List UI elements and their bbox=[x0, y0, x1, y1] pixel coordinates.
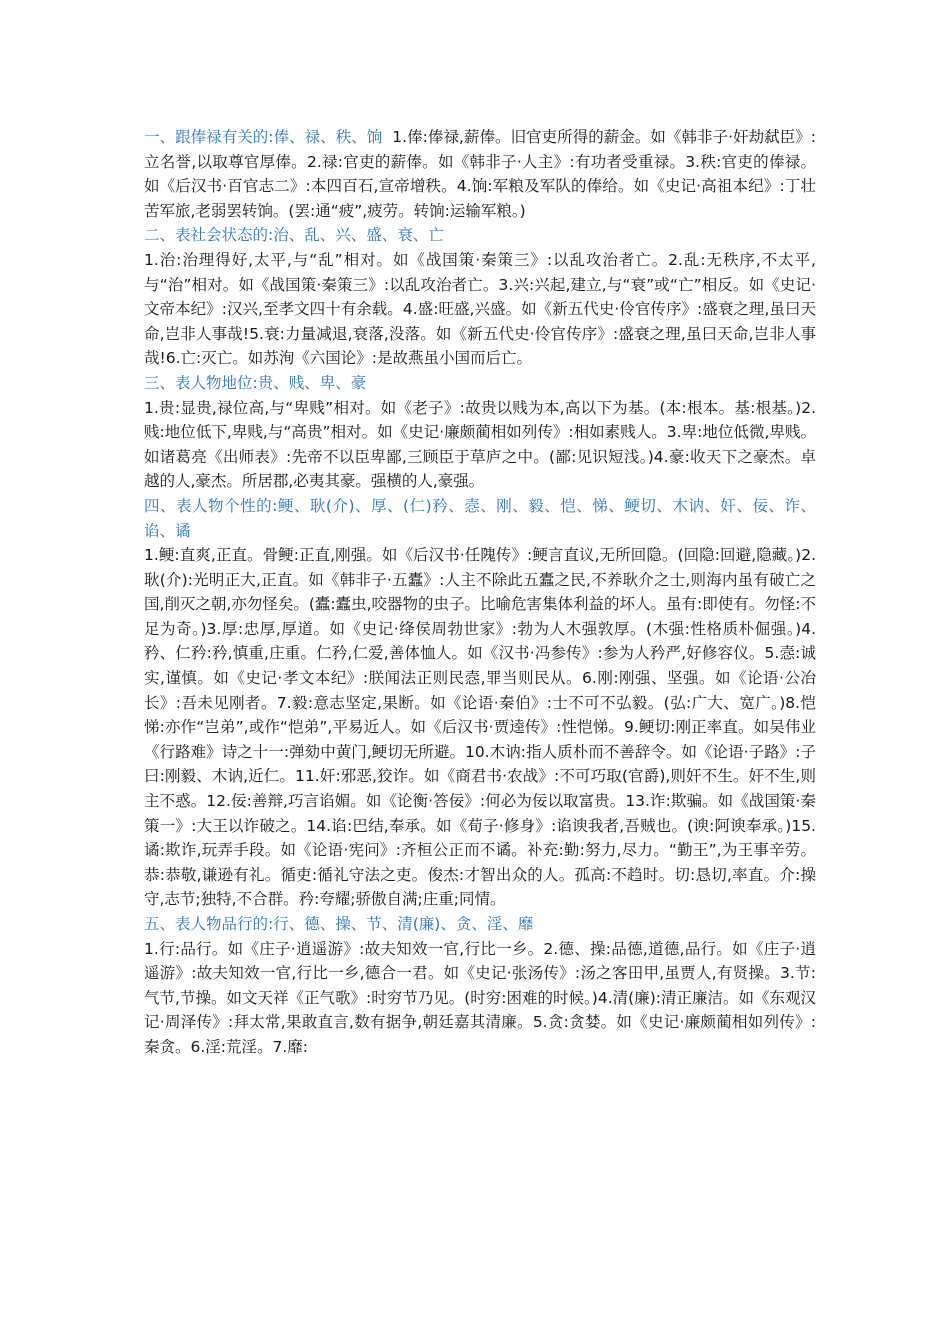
section-2-body: 1.治:治理得好,太平,与“乱”相对。如《战国策·秦策三》:以乱攻治者亡。2.乱:无秩序,不太平,与“治”相对。如《战国策·秦策三》:以乱攻治者亡。3.兴:兴起,建立,与“衰”或“亡”相反。如《史记·文帝本纪》:汉兴,至孝文四十有余载。4.盛:旺盛,兴盛。如《新五代史·伶官传序》:盛衰之理,虽曰天命,岂非人事哉!5.衰:力量减退,衰落,没落。如《新五代史·伶官传序》:盛衰之理,虽曰天命,岂非人事哉!6.亡:灭亡。如苏洵《六国论》:是故燕虽小国而后亡。 bbox=[144, 250, 816, 368]
section-4-heading: 四、表人物个性的:鲠、耿(介)、厚、(仁)矜、悫、刚、毅、恺、悌、鲠切、木讷、奸、佞、诈、谄、谲 bbox=[144, 496, 816, 540]
section-5-heading: 五、表人物品行的:行、德、操、节、清(廉)、贪、淫、靡 bbox=[144, 915, 534, 933]
section-3-heading: 三、表人物地位:贵、贱、卑、豪 bbox=[144, 373, 367, 392]
section-4-body: 1.鲠:直爽,正直。骨鲠:正直,刚强。如《后汉书·任隗传》:鲠言直议,无所回隐。(回隐:回避,隐藏。)2.耿(介):光明正大,正直。如《韩非子·五蠹》:人主不除此五蠹之民,不养耿介之士,则海内虽有破亡之国,削灭之朝,亦勿怪矣。(蠹:蠹虫,咬器物的虫子。比喻危害集体利益的坏人。虽有:即使有。勿怪:不足为奇。)3.厚:忠厚,厚道。如《史记·绛侯周勃世家》:勃为人木强敦厚。(木强:性格质朴倔强。)4.矜、仁矜:矜,慎重,庄重。仁矜,仁爱,善体恤人。如《汉书·冯参传》:参为人矜严,好修容仪。5.悫:诚实,谨慎。如《史记·孝文本纪》:朕闻法正则民悫,罪当则民从。6.刚:刚强、坚强。如《论语·公冶长》:吾未见刚者。7.毅:意志坚定,果断。如《论语·秦伯》:士不可不弘毅。(弘:广大、宽广。)8.恺悌:亦作“岂弟”,或作“恺弟”,平易近人。如《后汉书·贾逵传》:性恺悌。9.鲠切:刚正率直。如吴伟业《行路难》诗之十一:弹劾中黄门,鲠切无所避。10.木讷:指人质朴而不善辞令。如《论语·子路》:子曰:刚毅、木讷,近仁。11.奸:邪恶,狡诈。如《商君书·农战》:不可巧取(官爵),则奸不生。奸不生,则主不惑。12.佞:善辩,巧言谄媚。如《论衡·答佞》:何必为佞以取富贵。13.诈:欺骗。如《战国策·秦策一》:大王以诈破之。14.谄:巴结,奉承。如《荀子·修身》:谄谀我者,吾贼也。(谀:阿谀奉承。)15.谲:欺诈,玩弄手段。如《论语·宪问》:齐桓公正而不谲。补充:勤:努力,尽力。“勤王”,为王事辛劳。恭:恭敬,谦逊有礼。循吏:循礼守法之吏。俊杰:才智出众的人。孤高:不趋时。切:恳切,率直。介:操守,志节;独特,不合群。矜:夸耀;骄傲自满;庄重;同情。 bbox=[144, 546, 816, 909]
document-page bbox=[144, 125, 816, 1060]
section-3-body: 1.贵:显贵,禄位高,与“卑贱”相对。如《老子》:故贵以贱为本,高以下为基。(本:根本。基:根基。)2.贱:地位低下,卑贱,与“高贵”相对。如《史记·廉颇蔺相如列传》:相如素贱人。3.卑:地位低微,卑贱。如诸葛亮《出师表》:先帝不以臣卑鄙,三顾臣于草庐之中。(鄙:见识短浅。)4.豪:收天下之豪杰。卓越的人,豪杰。所居郡,必夷其豪。强横的人,豪强。 bbox=[144, 398, 816, 491]
section-5-body: 1.行:品行。如《庄子·逍遥游》:故夫知效一官,行比一乡。2.德、操:品德,道德,品行。如《庄子·逍遥游》:故夫知效一官,行比一乡,德合一君。如《史记·张汤传》:汤之客田甲,虽贾人,有贤操。3.节:气节,节操。如文天祥《正气歌》:时穷节乃见。(时穷:困难的时候。)4.清(廉):清正廉洁。如《东观汉记·周泽传》:拜太常,果敢直言,数有据争,朝廷嘉其清廉。5.贪:贪婪。如《史记·廉颇蔺相如列传》:秦贪。6.淫:荒淫。7.靡: bbox=[144, 939, 816, 1056]
section-2-heading: 二、表社会状态的:治、乱、兴、盛、衰、亡 bbox=[144, 226, 444, 245]
section-1-body: 1.俸:俸禄,薪俸。旧官吏所得的薪金。如《韩非子·奸劫弑臣》:立名誉,以取尊官厚俸。2.禄:官吏的薪俸。如《韩非子·人主》:有功者受重禄。3.秩:官吏的俸禄。如《后汉书·百官志二》:本四百石,宣帝增秩。4.饷:军粮及军队的俸给。如《史记·高祖本纪》:丁壮苦军旅,老弱罢转饷。(罢:通“疲”,疲劳。转饷:运输军粮。) bbox=[144, 128, 816, 220]
section-1 bbox=[144, 125, 816, 223]
section-1-heading: 一、跟俸禄有关的:俸、禄、秩、饷 bbox=[144, 128, 383, 146]
